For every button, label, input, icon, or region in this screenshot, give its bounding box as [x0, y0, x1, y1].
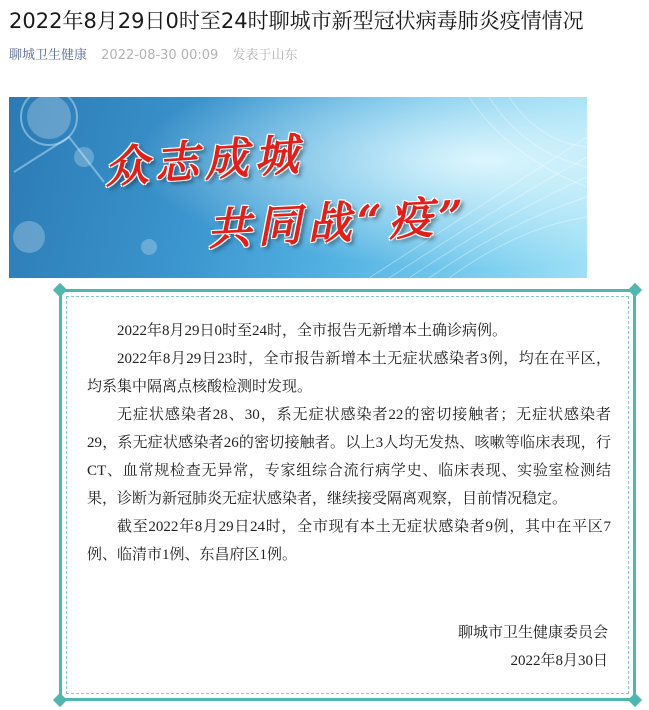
frame-corner-ornament: [53, 283, 67, 297]
banner-slogan-line1: 众志成城: [102, 129, 306, 194]
notice-signature: [458, 619, 608, 675]
publish-location: 发表于山东: [232, 48, 298, 63]
notice-paragraph: 2022年8月29日23时，全市报告新增本土无症状感染者3例，均在在平区，均系集中隔离点核酸检测时发现。: [87, 351, 611, 395]
notice-paragraph: 无症状感染者28、30，系无症状感染者22的密切接触者；无症状感染者29，系无症状感染者26的密切接触者。以上3人均无发热、咳嗽等临床表现，行CT、血常规检查无异常，专家组综合流行病学史、临床表现、实验室检测结果，诊断为新冠肺炎无症状感染者，继续接受隔离观察，目前情况稳定。: [87, 407, 611, 507]
signature-organization: 聊城市卫生健康委员会: [457, 625, 608, 641]
notice-body: [87, 317, 611, 569]
banner-slogan-line2: 共同战“疫”: [206, 191, 472, 256]
frame-corner-ornament: [53, 693, 67, 707]
banner-image: [9, 97, 587, 278]
notice-paragraph: 截至2022年8月29日24时，全市现有本土无症状感染者9例，其中在平区7例、临清市1例、东昌府区1例。: [87, 519, 611, 563]
notice-frame: [59, 289, 636, 701]
article-meta: [9, 46, 297, 66]
publish-date: 2022-08-30 00:09: [101, 48, 219, 63]
article-title: 2022年8月29日0时至24时聊城市新型冠状病毒肺炎疫情情况: [9, 9, 584, 33]
frame-corner-ornament: [628, 693, 642, 707]
signature-date: 2022年8月30日: [510, 653, 608, 669]
notice-paragraph: 2022年8月29日0时至24时，全市报告无新增本土确诊病例。: [117, 323, 508, 339]
author-link[interactable]: 聊城卫生健康: [9, 48, 88, 63]
frame-corner-ornament: [628, 283, 642, 297]
